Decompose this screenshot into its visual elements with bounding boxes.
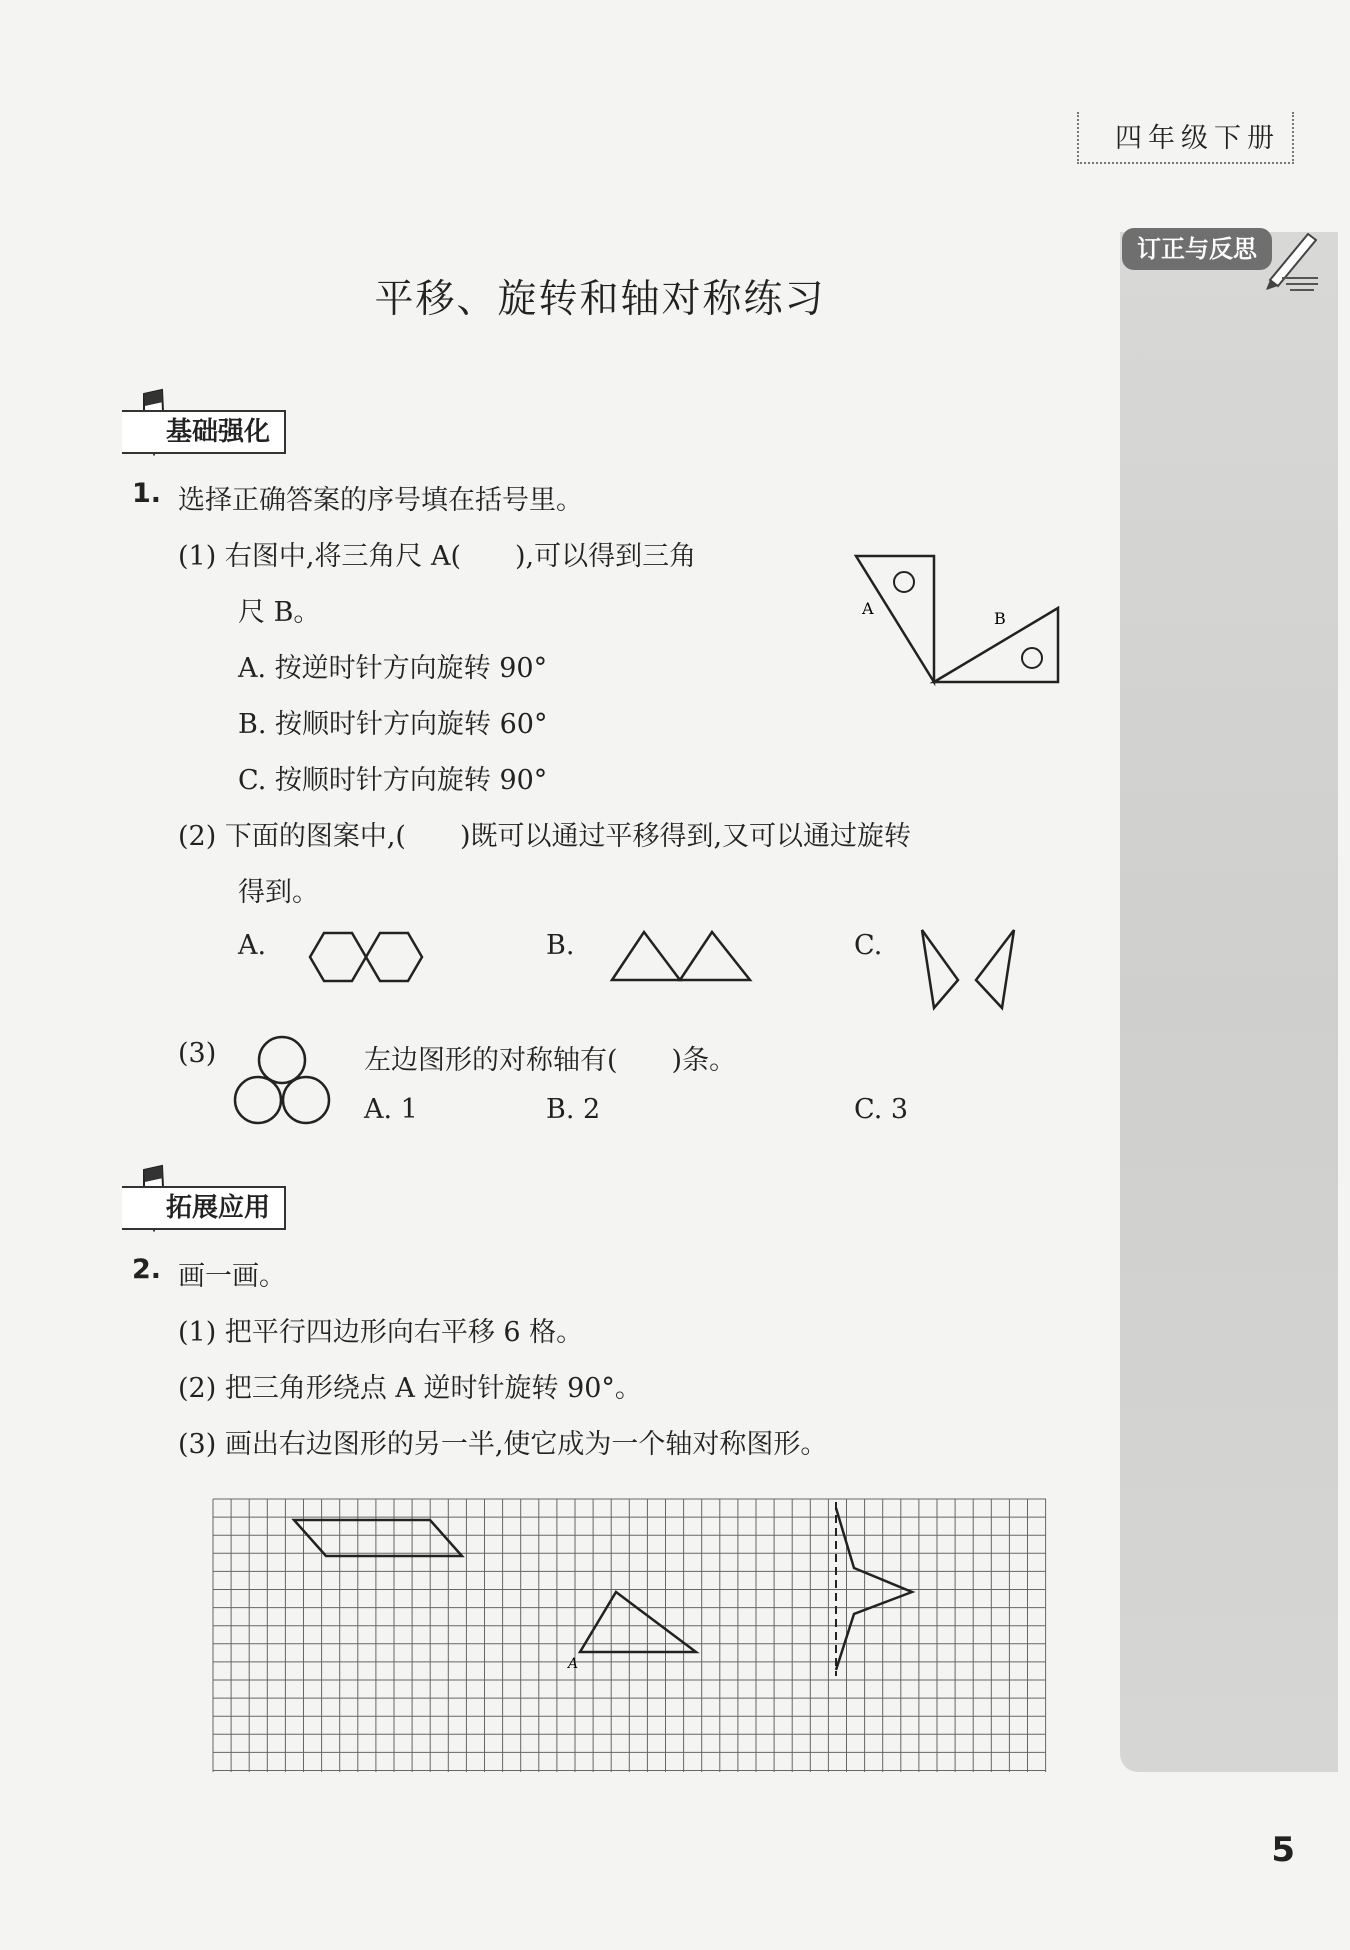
q1-2-option-a: A. <box>238 930 267 961</box>
q1-2-option-c: C. <box>854 930 883 961</box>
triangles-figure <box>608 924 758 990</box>
question-number: 2. <box>132 1254 162 1285</box>
point-a-label: A <box>568 1656 579 1672</box>
q1-2-line1: (2) 下面的图案中,( )既可以通过平移得到,又可以通过旋转 <box>178 821 912 852</box>
q1-3-option-b: B. 2 <box>546 1094 601 1125</box>
question-text: 选择正确答案的序号填在括号里。 <box>178 485 583 516</box>
q1-3-option-a: A. 1 <box>364 1094 418 1125</box>
set-square-figure <box>840 540 1070 700</box>
hexagons-figure <box>300 924 440 990</box>
drawing-grid <box>212 1498 1048 1774</box>
q2-line3: (3) 画出右边图形的另一半,使它成为一个轴对称图形。 <box>178 1429 828 1460</box>
triangle-shape <box>580 1592 696 1652</box>
label-a: A <box>862 599 874 618</box>
page-title: 平移、旋转和轴对称练习 <box>374 277 826 322</box>
q1-2-line2: 得到。 <box>238 877 319 908</box>
parallelogram-shape <box>294 1520 462 1556</box>
section-extension: 拓展应用 <box>122 1186 286 1230</box>
correction-panel <box>1120 232 1338 1772</box>
q1-3-option-c: C. 3 <box>854 1094 909 1125</box>
q1-2-option-b: B. <box>546 930 575 961</box>
q1-3-text: 左边图形的对称轴有( )条。 <box>364 1045 737 1076</box>
q1-1-line2: 尺 B。 <box>238 597 321 628</box>
grade-label: 四年级下册 <box>1077 112 1294 164</box>
page-number: 5 <box>1271 1830 1295 1870</box>
question-text: 画一画。 <box>178 1261 286 1292</box>
question-number: 1. <box>132 478 162 509</box>
q2-line1: (1) 把平行四边形向右平移 6 格。 <box>178 1317 584 1348</box>
q1-1-line1: (1) 右图中,将三角尺 A( ),可以得到三角 <box>178 541 697 572</box>
q1-1-option-c: C. 按顺时针方向旋转 90° <box>238 765 548 796</box>
q1-1-option-b: B. 按顺时针方向旋转 60° <box>238 709 548 740</box>
three-circles-figure <box>230 1034 336 1128</box>
label-b: B <box>994 609 1006 628</box>
q2-line2: (2) 把三角形绕点 A 逆时针旋转 90°。 <box>178 1373 642 1404</box>
pencil-icon <box>1262 222 1324 292</box>
section-basic: 基础强化 <box>122 410 286 454</box>
bowtie-figure <box>912 922 1022 1012</box>
q1-3-number: (3) <box>178 1038 217 1069</box>
correction-tab: 订正与反思 <box>1122 228 1272 270</box>
q1-1-option-a: A. 按逆时针方向旋转 90° <box>238 653 548 684</box>
